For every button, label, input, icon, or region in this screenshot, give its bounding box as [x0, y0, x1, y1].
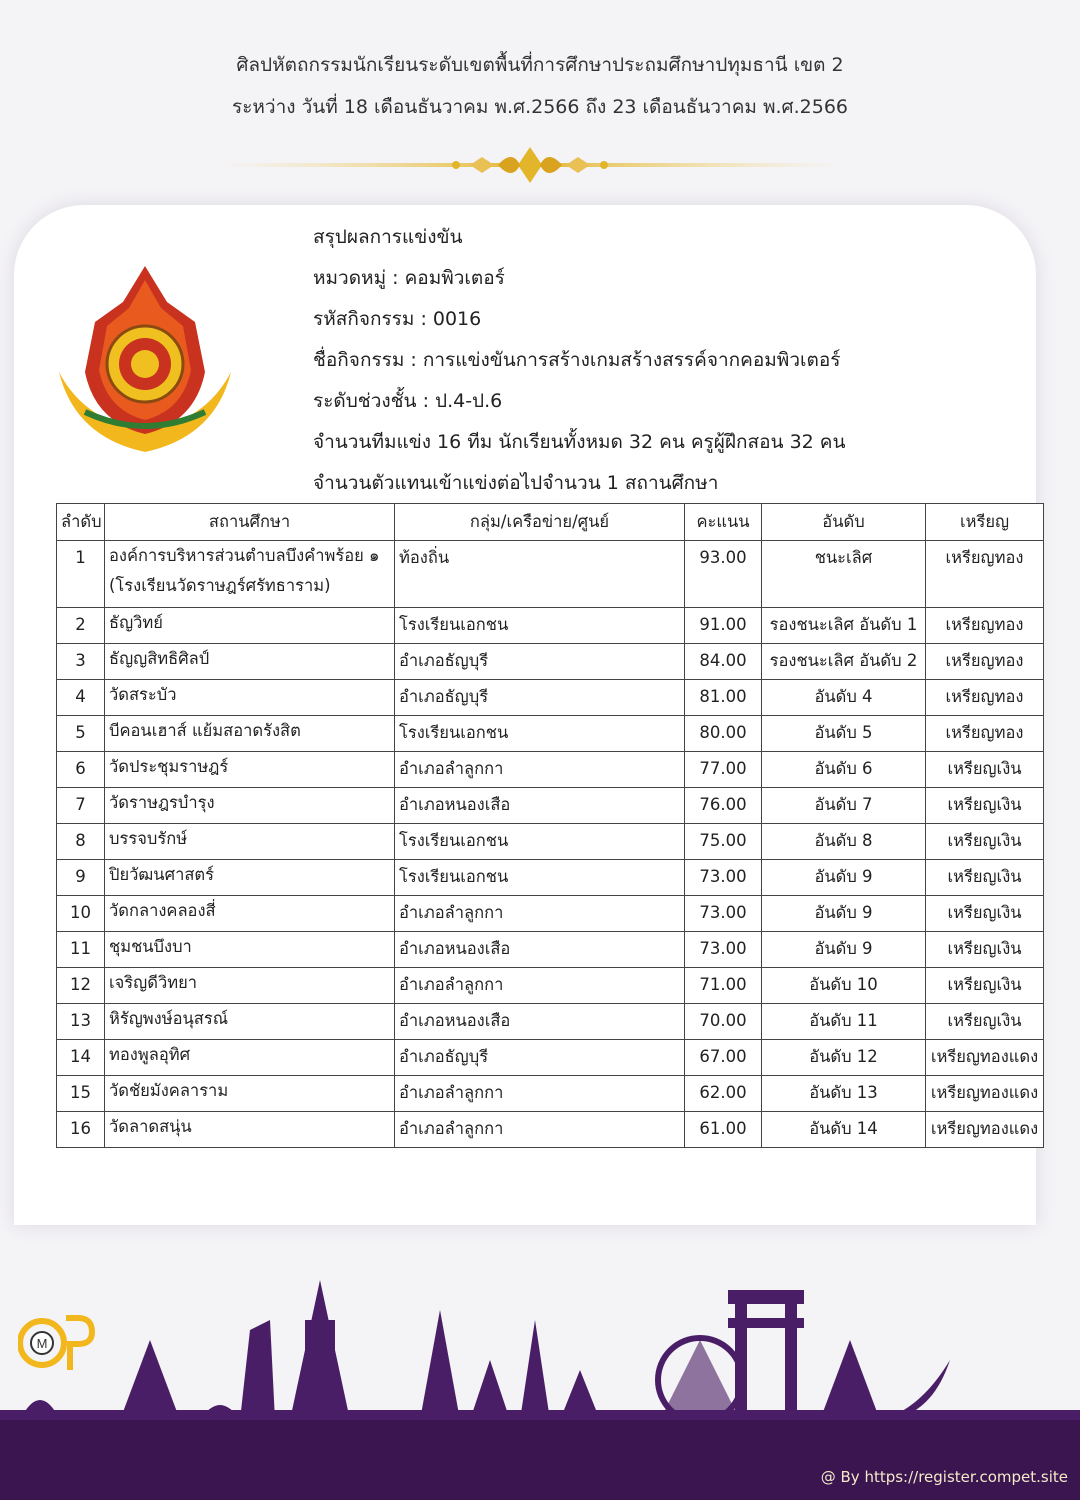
table-row	[57, 716, 1044, 752]
row-medal: เหรียญเงิน	[926, 1004, 1044, 1040]
row-number: 15	[57, 1076, 105, 1112]
row-score: 61.00	[685, 1112, 762, 1148]
row-group: โรงเรียนเอกชน	[395, 824, 685, 860]
table-header-row	[57, 504, 1044, 541]
row-number: 10	[57, 896, 105, 932]
row-school: เจริญดีวิทยา	[105, 968, 395, 1004]
row-medal: เหรียญทองแดง	[926, 1076, 1044, 1112]
row-school: หิรัญพงษ์อนุสรณ์	[105, 1004, 395, 1040]
results-table	[56, 503, 1044, 1148]
row-group: อำเภอลำลูกกา	[395, 896, 685, 932]
row-group: โรงเรียนเอกชน	[395, 716, 685, 752]
row-number: 16	[57, 1112, 105, 1148]
row-number: 7	[57, 788, 105, 824]
activity-name-line: ชื่อกิจกรรม : การแข่งขันการสร้างเกมสร้างสรรค์จากคอมพิวเตอร์	[313, 349, 841, 371]
row-number: 1	[57, 541, 105, 608]
table-row	[57, 752, 1044, 788]
row-medal: เหรียญทอง	[926, 716, 1044, 752]
row-score: 91.00	[685, 608, 762, 644]
row-number: 12	[57, 968, 105, 1004]
row-number: 14	[57, 1040, 105, 1076]
header-medal: เหรียญ	[926, 504, 1044, 541]
row-rank: รองชนะเลิศ อันดับ 1	[762, 608, 926, 644]
table-row	[57, 608, 1044, 644]
activity-code-line: รหัสกิจกรรม : 0016	[313, 308, 482, 330]
row-group: โรงเรียนเอกชน	[395, 608, 685, 644]
row-number: 8	[57, 824, 105, 860]
row-medal: เหรียญทองแดง	[926, 1112, 1044, 1148]
site-credit-link[interactable]: @ By https://register.compet.site	[820, 1468, 1068, 1486]
row-medal: เหรียญทองแดง	[926, 1040, 1044, 1076]
row-number: 9	[57, 860, 105, 896]
row-score: 73.00	[685, 896, 762, 932]
category-line: หมวดหมู่ : คอมพิวเตอร์	[313, 267, 505, 289]
row-number: 2	[57, 608, 105, 644]
row-rank: อันดับ 4	[762, 680, 926, 716]
row-medal: เหรียญทอง	[926, 680, 1044, 716]
header-score: คะแนน	[685, 504, 762, 541]
row-number: 6	[57, 752, 105, 788]
cmps-logo-icon	[18, 1308, 108, 1378]
row-school: บีคอนเฮาส์ แย้มสอาดรังสิต	[105, 716, 395, 752]
row-medal: เหรียญเงิน	[926, 968, 1044, 1004]
gold-ornament-divider-icon	[220, 143, 840, 187]
row-rank: อันดับ 6	[762, 752, 926, 788]
row-score: 81.00	[685, 680, 762, 716]
summary-heading: สรุปผลการแข่งขัน	[313, 226, 463, 248]
row-school: วัดลาดสนุ่น	[105, 1112, 395, 1148]
row-school: ปิยวัฒนศาสตร์	[105, 860, 395, 896]
table-row	[57, 1040, 1044, 1076]
header-school: สถานศึกษา	[105, 504, 395, 541]
row-medal: เหรียญเงิน	[926, 932, 1044, 968]
row-rank: อันดับ 14	[762, 1112, 926, 1148]
header-group: กลุ่ม/เครือข่าย/ศูนย์	[395, 504, 685, 541]
table-row	[57, 1004, 1044, 1040]
office-emblem-icon	[55, 262, 235, 462]
row-medal: เหรียญเงิน	[926, 788, 1044, 824]
row-group: อำเภอลำลูกกา	[395, 752, 685, 788]
row-rank: อันดับ 10	[762, 968, 926, 1004]
row-score: 76.00	[685, 788, 762, 824]
row-rank: อันดับ 7	[762, 788, 926, 824]
row-score: 67.00	[685, 1040, 762, 1076]
representatives-line: จำนวนตัวแทนเข้าแข่งต่อไปจำนวน 1 สถานศึกษา	[313, 472, 719, 494]
row-score: 93.00	[685, 541, 762, 608]
row-school: บรรจบรักษ์	[105, 824, 395, 860]
page-title-line-2: ระหว่าง วันที่ 18 เดือนธันวาคม พ.ศ.2566 ถึง 23 เดือนธันวาคม พ.ศ.2566	[232, 96, 848, 118]
row-number: 4	[57, 680, 105, 716]
cmps-logo-letter: M	[36, 1336, 48, 1351]
row-group: อำเภอธัญบุรี	[395, 644, 685, 680]
row-school: ธัญวิทย์	[105, 608, 395, 644]
row-rank: อันดับ 9	[762, 896, 926, 932]
row-number: 11	[57, 932, 105, 968]
row-score: 80.00	[685, 716, 762, 752]
row-score: 73.00	[685, 932, 762, 968]
row-score: 77.00	[685, 752, 762, 788]
row-school: วัดกลางคลองสี่	[105, 896, 395, 932]
row-school: วัดราษฎรบำรุง	[105, 788, 395, 824]
row-medal: เหรียญทอง	[926, 541, 1044, 608]
table-row	[57, 644, 1044, 680]
row-school: ทองพูลอุทิศ	[105, 1040, 395, 1076]
row-rank: ชนะเลิศ	[762, 541, 926, 608]
table-row	[57, 1076, 1044, 1112]
row-medal: เหรียญทอง	[926, 608, 1044, 644]
row-rank: อันดับ 9	[762, 860, 926, 896]
row-group: อำเภอหนองเสือ	[395, 1004, 685, 1040]
table-row	[57, 860, 1044, 896]
row-score: 62.00	[685, 1076, 762, 1112]
row-rank: อันดับ 13	[762, 1076, 926, 1112]
row-school: ธัญญสิทธิศิลป์	[105, 644, 395, 680]
row-medal: เหรียญเงิน	[926, 752, 1044, 788]
row-group: อำเภอธัญบุรี	[395, 1040, 685, 1076]
row-score: 75.00	[685, 824, 762, 860]
row-medal: เหรียญเงิน	[926, 860, 1044, 896]
row-group: โรงเรียนเอกชน	[395, 860, 685, 896]
header-rank: อันดับ	[762, 504, 926, 541]
page-title-line-1: ศิลปหัตถกรรมนักเรียนระดับเขตพื้นที่การศึกษาประถมศึกษาปทุมธานี เขต 2	[236, 54, 844, 76]
row-school: ชุมชนบึงบา	[105, 932, 395, 968]
table-row	[57, 1112, 1044, 1148]
row-group: อำเภอลำลูกกา	[395, 968, 685, 1004]
row-rank: รองชนะเลิศ อันดับ 2	[762, 644, 926, 680]
row-rank: อันดับ 9	[762, 932, 926, 968]
row-group: อำเภอธัญบุรี	[395, 680, 685, 716]
row-number: 3	[57, 644, 105, 680]
row-medal: เหรียญทอง	[926, 644, 1044, 680]
row-score: 84.00	[685, 644, 762, 680]
table-row	[57, 896, 1044, 932]
table-row	[57, 680, 1044, 716]
row-school: องค์การบริหารส่วนตำบลบึงคำพร้อย ๑ (โรงเรียนวัดราษฎร์ศรัทธาราม)	[105, 541, 395, 608]
row-group: อำเภอลำลูกกา	[395, 1112, 685, 1148]
row-number: 13	[57, 1004, 105, 1040]
grade-level-line: ระดับช่วงชั้น : ป.4-ป.6	[313, 390, 503, 412]
row-medal: เหรียญเงิน	[926, 824, 1044, 860]
row-group: ท้องถิ่น	[395, 541, 685, 608]
row-group: อำเภอลำลูกกา	[395, 1076, 685, 1112]
table-row	[57, 541, 1044, 608]
row-rank: อันดับ 11	[762, 1004, 926, 1040]
row-medal: เหรียญเงิน	[926, 896, 1044, 932]
row-score: 73.00	[685, 860, 762, 896]
row-score: 70.00	[685, 1004, 762, 1040]
row-rank: อันดับ 8	[762, 824, 926, 860]
table-row	[57, 968, 1044, 1004]
row-school: วัดประชุมราษฎร์	[105, 752, 395, 788]
participant-counts-line: จำนวนทีมแข่ง 16 ทีม นักเรียนทั้งหมด 32 คน ครูผู้ฝึกสอน 32 คน	[313, 431, 846, 453]
table-row	[57, 824, 1044, 860]
row-number: 5	[57, 716, 105, 752]
row-score: 71.00	[685, 968, 762, 1004]
row-rank: อันดับ 5	[762, 716, 926, 752]
row-group: อำเภอหนองเสือ	[395, 932, 685, 968]
header-no: ลำดับ	[57, 504, 105, 541]
table-row	[57, 932, 1044, 968]
footer-bar	[0, 1420, 1080, 1500]
row-group: อำเภอหนองเสือ	[395, 788, 685, 824]
table-row	[57, 788, 1044, 824]
row-school: วัดชัยมังคลาราม	[105, 1076, 395, 1112]
row-rank: อันดับ 12	[762, 1040, 926, 1076]
row-school: วัดสระบัว	[105, 680, 395, 716]
